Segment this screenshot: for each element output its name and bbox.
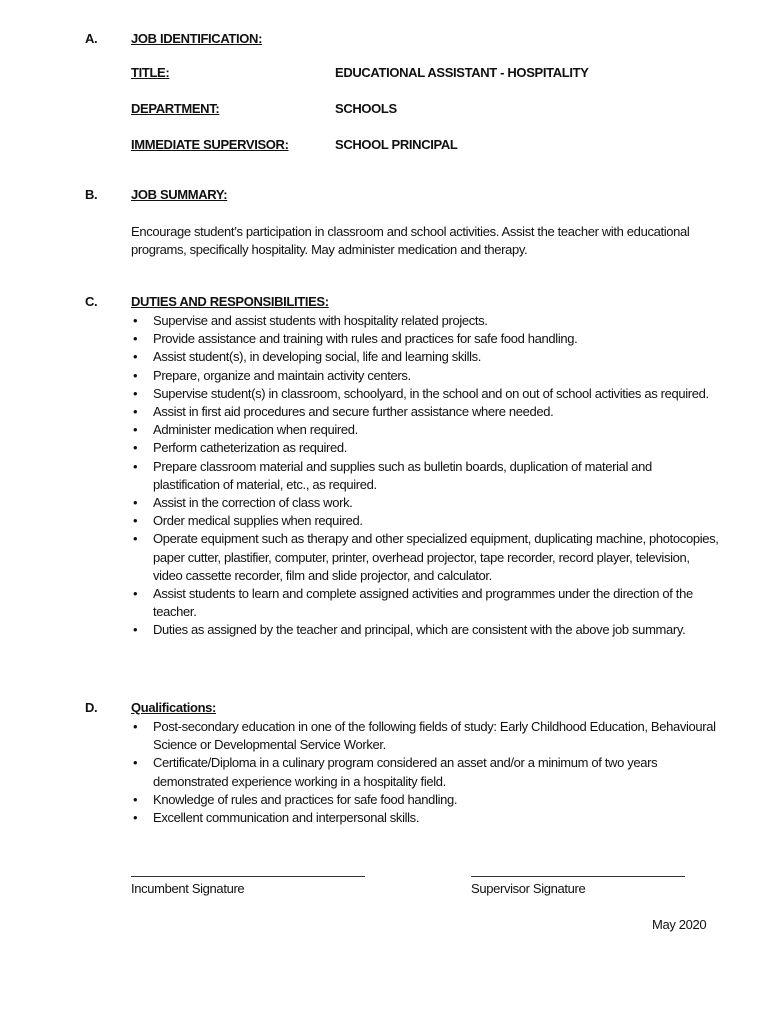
duty-item: • Duties as assigned by the teacher and principal, which are consistent with the above job summary. — [131, 621, 721, 639]
bullet-icon: • — [133, 458, 138, 474]
qualification-item: • Knowledge of rules and practices for safe food handling. — [131, 791, 721, 809]
document-date: May 2020 — [652, 917, 707, 932]
bullet-icon: • — [133, 719, 138, 734]
bullet-icon: • — [133, 495, 138, 511]
duty-item: • Assist in the correction of class work. — [131, 494, 721, 512]
duty-item: • Prepare, organize and maintain activity centers. — [131, 367, 721, 385]
bullet-icon: • — [133, 385, 138, 401]
duty-item: • Assist student(s), in developing social, life and learning skills. — [131, 348, 721, 366]
incumbent-signature-line[interactable] — [131, 866, 365, 877]
bullet-icon: • — [133, 422, 138, 438]
duty-item: • Supervise student(s) in classroom, schoolyard, in the school and on out of school activities as required. — [131, 385, 721, 403]
qualification-item: • Certificate/Diploma in a culinary program considered an asset and/or a minimum of two years demonstrated experience working in a hospitality field. — [133, 755, 658, 789]
bullet-icon: • — [133, 331, 138, 347]
section-c-heading: DUTIES AND RESPONSIBILITIES: — [131, 294, 329, 309]
bullet-icon: • — [133, 313, 138, 328]
qualification-item: • Post-secondary education in one of the following fields of study: Early Childhood Education, Behavioural Science or Developmental Service Worker. — [133, 719, 716, 753]
bullet-icon: • — [133, 440, 138, 456]
section-a-letter: A. — [85, 31, 98, 46]
duty-item: • Supervise and assist students with hospitality related projects. — [131, 312, 721, 330]
duty-item: • Administer medication when required. — [131, 421, 721, 439]
duty-item: • Perform catheterization as required. — [131, 439, 721, 457]
bullet-icon: • — [133, 367, 138, 383]
title-value: EDUCATIONAL ASSISTANT - HOSPITALITY — [335, 65, 589, 80]
bullet-icon: • — [133, 513, 138, 529]
section-d-heading: Qualifications: — [131, 700, 217, 715]
department-label: DEPARTMENT: — [131, 101, 220, 116]
incumbent-signature-label: Incumbent Signature — [131, 881, 245, 896]
duty-item: • Order medical supplies when required. — [131, 512, 721, 530]
section-a-heading: JOB IDENTIFICATION: — [131, 31, 263, 46]
bullet-icon: • — [133, 586, 138, 602]
section-b-heading: JOB SUMMARY: — [131, 187, 228, 202]
duties-list — [131, 312, 721, 640]
bullet-icon: • — [133, 531, 138, 547]
duty-item: • Prepare classroom material and supplies such as bulletin boards, duplication of material and plastification of material, etc., as required. — [133, 458, 652, 492]
title-label: TITLE: — [131, 65, 170, 80]
bullet-icon: • — [133, 622, 138, 638]
supervisor-signature-line[interactable] — [471, 866, 685, 877]
bullet-icon: • — [133, 755, 138, 771]
supervisor-value: SCHOOL PRINCIPAL — [335, 137, 458, 152]
bullet-icon: • — [133, 810, 138, 826]
qualification-item: • Excellent communication and interpersonal skills. — [131, 809, 721, 827]
bullet-icon: • — [133, 791, 138, 807]
qualifications-list — [131, 718, 721, 827]
job-summary-text: Encourage student’s participation in classroom and school activities. Assist the teacher with educational programs, specifically hospitality. May administer medication and therapy. — [131, 224, 690, 257]
section-c-letter: C. — [85, 294, 98, 309]
department-value: SCHOOLS — [335, 101, 397, 116]
duty-item: • Provide assistance and training with rules and practices for safe food handling. — [131, 330, 721, 348]
supervisor-label: IMMEDIATE SUPERVISOR: — [131, 137, 289, 152]
section-b-letter: B. — [85, 187, 98, 202]
duty-item: • Assist in first aid procedures and secure further assistance where needed. — [131, 403, 721, 421]
section-d-letter: D. — [85, 700, 98, 715]
supervisor-signature-label: Supervisor Signature — [471, 881, 586, 896]
duty-item: • Operate equipment such as therapy and other specialized equipment, duplicating machine, photocopies, paper cutter, plastifier, computer, printer, overhead projector, tape recorder, record player, television, video cassette recorder, film and slide projector, and calculator. — [133, 531, 719, 583]
bullet-icon: • — [133, 404, 138, 420]
bullet-icon: • — [133, 349, 138, 365]
duty-item: • Assist students to learn and complete assigned activities and programmes under the direction of the teacher. — [133, 586, 693, 620]
